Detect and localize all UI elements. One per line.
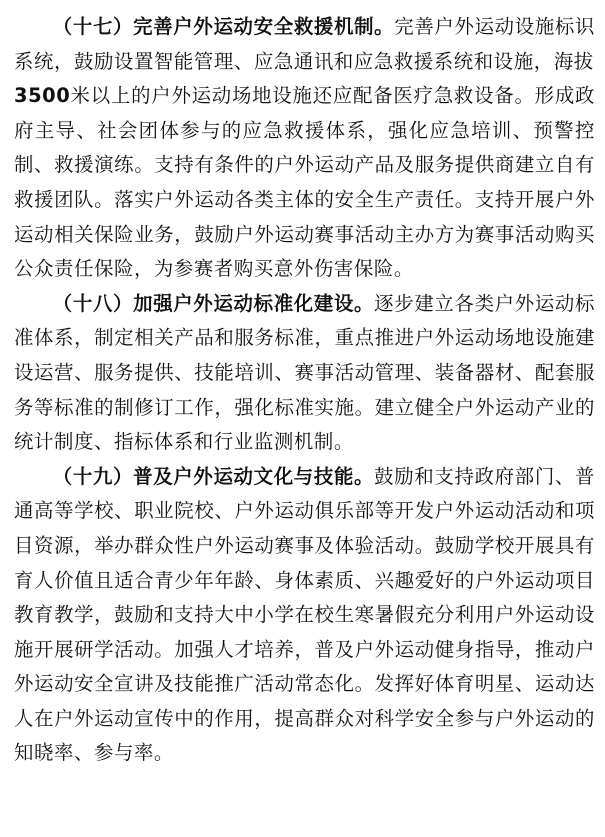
- section-18-heading: （十八）加强户外运动标准化建设。: [52, 291, 375, 315]
- section-19-body: 鼓励和支持政府部门、普通高等学校、职业院校、户外运动俱乐部等开发户外运动活动和项目资源，举办群众性户外运动赛事及体验活动。鼓励学校开展具有育人价值且适合青少年年龄、身体素质、兴趣爱好的户外运动项目教育教学，鼓励和支持大中小学在校生寒暑假充分利用户外运动设施开展研学活动。加强人才培养，普及户外运动健身指导，推动户外运动安全宣讲及技能推广活动常态化。发挥好体育明星、运动达人在户外运动宣传中的作用，提高群众对科学安全参与户外运动的知晓率、参与率。: [14, 464, 595, 765]
- section-17-body-before: 完善户外运动设施标识系统，鼓励设置智能管理、应急通讯和应急救援系统和设施，海拔: [14, 15, 596, 73]
- section-19-heading: （十九）普及户外运动文化与技能。: [52, 464, 375, 488]
- section-18-body: 逐步建立各类户外运动标准体系，制定相关产品和服务标准，重点推进户外运动场地设施建设运营、服务提供、技能培训、赛事活动管理、装备器材、配套服务等标准的制修订工作，强化标准实施。建立健全户外运动产业的统计制度、指标体系和行业监测机制。: [14, 291, 595, 454]
- section-17-altitude-number: 3500: [14, 84, 71, 108]
- section-18-paragraph: [14, 287, 595, 460]
- section-17-body-after: 米以上的户外运动场地设施还应配备医疗急救设备。形成政府主导、社会团体参与的应急救援体系，强化应急培训、预警控制、救援演练。支持有条件的户外运动产品及服务提供商建立自有救援团队。落实户外运动各类主体的安全生产责任。支持开展户外运动相关保险业务，鼓励户外运动赛事活动主办方为赛事活动购买公众责任保险，为参赛者购买意外伤害保险。: [14, 84, 595, 281]
- section-17-heading: （十七）完善户外运动安全救援机制。: [52, 15, 395, 38]
- section-19-paragraph: [14, 460, 595, 771]
- section-17-paragraph: [14, 10, 595, 287]
